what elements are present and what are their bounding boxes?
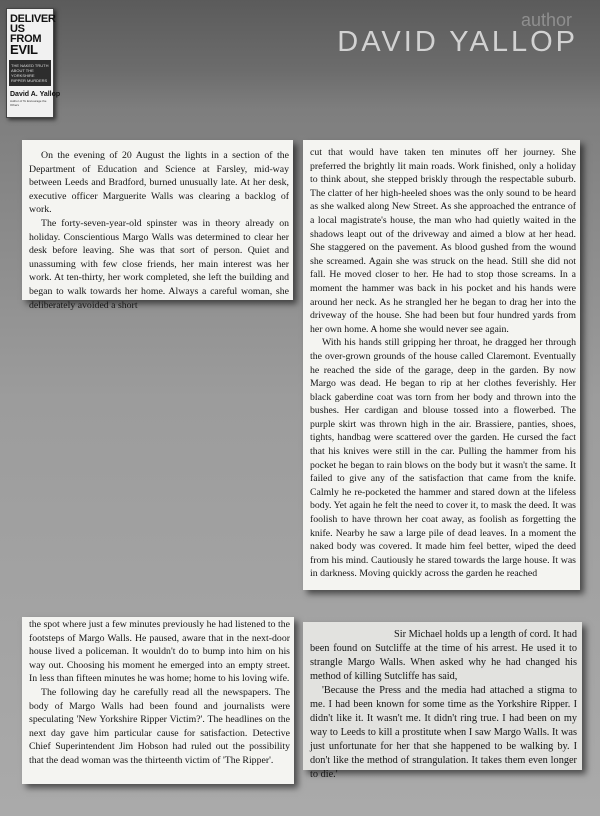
book-title-line: EVIL	[10, 42, 38, 57]
paragraph: 'Because the Press and the media had attached a stigma to me. I had been known for some time as the Yorkshire Ripper. I didn't like it. It wasn't me. It didn't ring true. I had been on my way to Leeds to kill a prostitute when I saw Margo Walls. It was just unfortunate for her that she happened to be walking by. I don't like the method of strangulation. It takes them even longer to die.'	[310, 685, 577, 780]
clipping-3	[22, 617, 294, 784]
book-title-line: DELIVER	[10, 13, 56, 25]
author-role-label: author	[520, 10, 572, 30]
book-author: David A. Yallop	[10, 91, 61, 98]
paragraph: The forty-seven-year-old spinster was in theory already on holiday. Conscientious Margo Walls was determined to clear her desk before leaving. She was that sort of person. Quiet and unassuming with few close friends, her main interest was her work. At ten-thirty, her work completed, she left the building and began to walk towards her home. Always a careful woman, she deliberately avoided a short	[29, 217, 289, 311]
paragraph: The following day he carefully read all the newspapers. The body of Margo Walls had been found and journalists were speculating 'New Yorkshire Ripper Victim?'. The headlines on the next day gave him particular cause for satisfaction. Detective Chief Superintendent Jim Hobson had ruled out the possibility that the dead woman was the thirteenth victim of 'The Ripper'.	[29, 686, 290, 766]
paragraph: On the evening of 20 August the lights in a section of the Department of Education and Science at Farsley, mid-way between Leeds and Bradford, burned unusually late. At her desk, executive officer Marguerite Walls was clearing a backlog of work.	[29, 150, 289, 216]
clipping-2	[303, 140, 580, 590]
author-name: DAVID YALLOP	[337, 26, 578, 58]
book-cover-band: THE NAKED TRUTH ABOUT THE YORKSHIRE RIPPER MURDERS	[9, 60, 51, 86]
paragraph: With his hands still gripping her throat, he dragged her through the over-grown grounds of the house called Claremont. Eventually he reached the side of the garage, deep in the garden. By now Margo was dead. He began to rip at her clothes feverishly. Her black gaberdine coat was torn from her body and thrown into the bushes. Her cardigan and blouse tossed into a flowerbed. The purple skirt was thrown high in the air. Brassiere, panties, shoes, tights, handbag were scattered over the garden. He cursed the fact that his knives were still in the car. Pulling the hammer from his pocket he began to rain blows on the body but it wasn't the same. It failed to give any of the satisfaction that came from the knife. Calmly he re-pocketed the hammer and stared down at the lifeless body. Yet again he felt the need to cover it, to mask the deed. It was foolish to have thrown her coat away, as foolish as forgetting the knife. Nearby he saw a large pile of dead leaves. In a moment the naked body was covered. It made him feel better, wiped the deed from his mind. Cautiously he stared towards the large house. It was in darkness. Moving quickly across the garden he reached	[310, 337, 576, 580]
book-subtitle: Author of To Encourage the Others	[10, 99, 47, 107]
book-title-line: US FROM	[10, 23, 42, 45]
paragraph: cut that would have taken ten minutes off her journey. She preferred the brightly lit main roads. Work finished, only a holiday to think about, she stepped briskly through the respectable suburb. The clatter of her high-heeled shoes was the only sound to be heard as she walked along New Street. As she approached the entrance of a local magistrate's house, the man who had quietly waited in the shadows leapt out of the driveway and aimed a blow at her head. She staggered on the pavement. As blood gushed from the wound she screamed. Again she was struck on the head. Still she did not fall. He moved closer to her. He had to stop those screams. In a moment the hammer was back in his pocket and his hands were around her neck. As he strangled her he began to drag her into the driveway of the house. She had been but four hundred yards from her own home. A home she would never see again.	[310, 147, 576, 335]
paragraph: Sir Michael holds up a length of cord. It had been found on Sutcliffe at the time of his arrest. He used it to strangle Margo Walls. When asked why he had changed his method of killing Sutcliffe has said,	[310, 629, 577, 682]
paragraph: the spot where just a few minutes previously he had listened to the footsteps of Margo Walls. He paused, aware that in the next-door house lived a policeman. It wouldn't do to bump into him on his way out. Choosing his moment he emerged into an empty street. In less than fifteen minutes he was home; home to his loving wife.	[29, 619, 290, 685]
book-title	[10, 13, 56, 57]
clipping-1	[22, 140, 293, 311]
book-cover	[6, 8, 61, 118]
clipping-4	[303, 622, 582, 780]
